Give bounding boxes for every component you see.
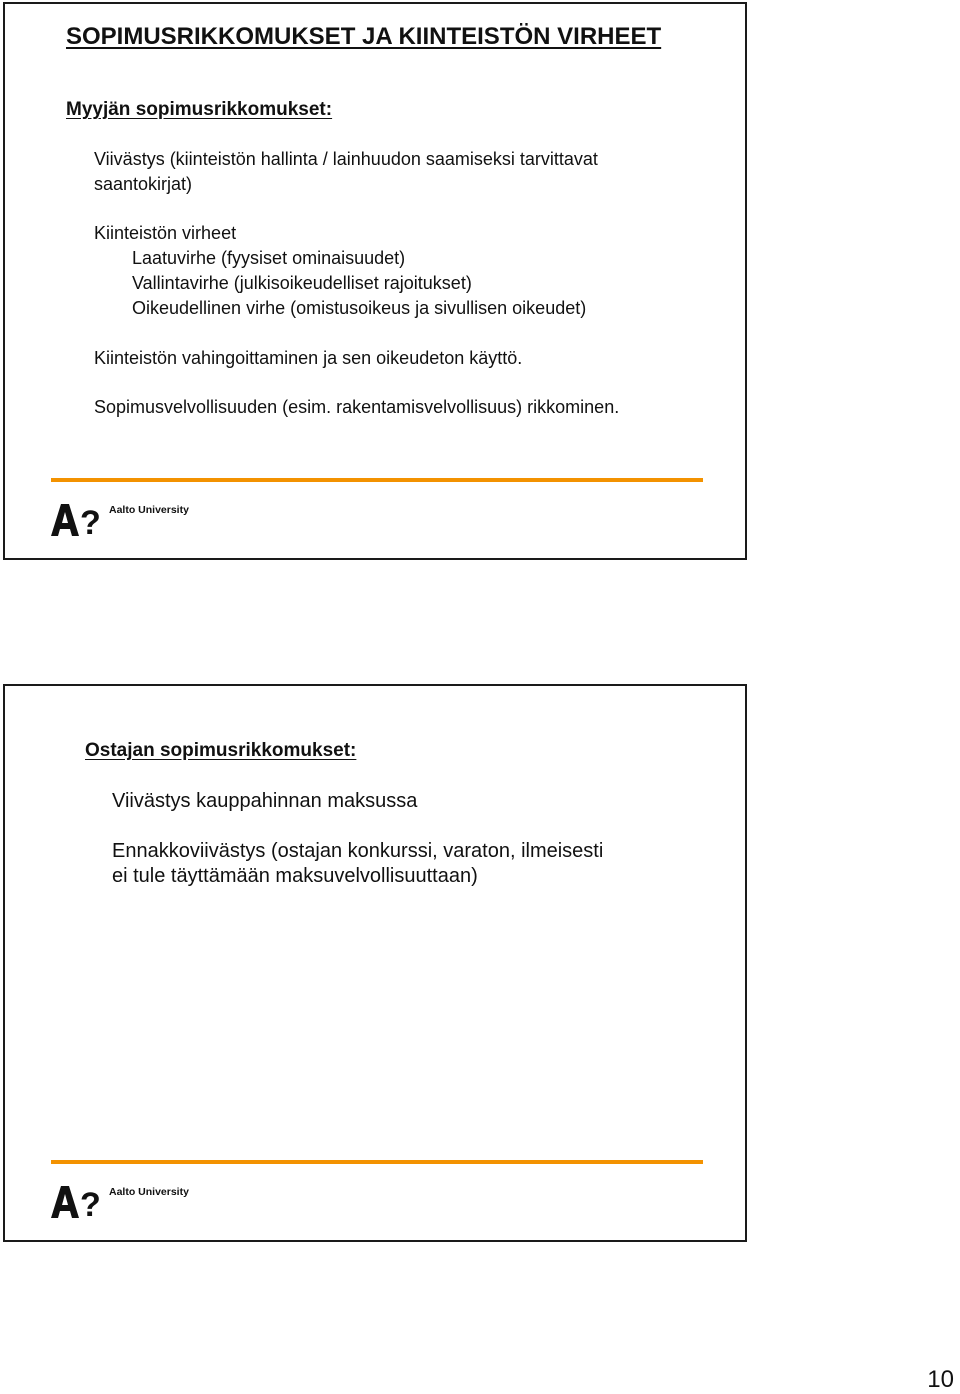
aalto-university-label: Aalto University: [109, 504, 189, 516]
slide-1: [3, 2, 747, 560]
list-item: Viivästys kauppahinnan maksussa: [112, 790, 418, 812]
orange-divider: [51, 478, 703, 482]
list-item: Ennakkoviivästys (ostajan konkurssi, varaton, ilmeisesti: [112, 840, 604, 862]
sub-list-item: Vallintavirhe (julkisoikeudelliset rajoitukset): [132, 273, 472, 293]
aalto-logo-icon: [51, 504, 103, 536]
sub-list-item: Oikeudellinen virhe (omistusoikeus ja sivullisen oikeudet): [132, 298, 587, 318]
slide-title: SOPIMUSRIKKOMUKSET JA KIINTEISTÖN VIRHEET: [66, 23, 662, 50]
svg-text:?: ?: [80, 1186, 101, 1218]
list-item: saantokirjat): [94, 174, 193, 194]
orange-divider: [51, 1160, 703, 1164]
page-number: 10: [927, 1366, 954, 1393]
aalto-logo-icon: [51, 1186, 103, 1218]
list-item: Viivästys (kiinteistön hallinta / lainhuudon saamiseksi tarvittavat: [94, 149, 598, 169]
slide-2: [3, 684, 747, 1242]
sub-list-item: Laatuvirhe (fyysiset ominaisuudet): [132, 248, 406, 268]
seller-breaches-heading: Myyjän sopimusrikkomukset:: [66, 99, 333, 120]
list-item: Kiinteistön virheet: [94, 223, 237, 243]
list-item: Kiinteistön vahingoittaminen ja sen oikeudeton käyttö.: [94, 348, 523, 368]
list-item: ei tule täyttämään maksuvelvollisuuttaan): [112, 865, 478, 887]
buyer-breaches-heading: Ostajan sopimusrikkomukset:: [85, 740, 357, 761]
svg-text:?: ?: [80, 504, 101, 536]
aalto-university-label: Aalto University: [109, 1186, 189, 1198]
list-item: Sopimusvelvollisuuden (esim. rakentamisvelvollisuus) rikkominen.: [94, 397, 620, 417]
